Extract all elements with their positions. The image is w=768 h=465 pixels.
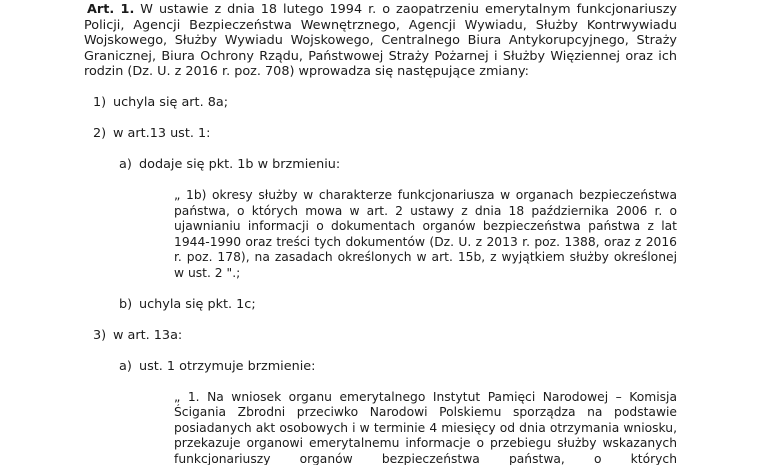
- list-marker: 1): [93, 95, 107, 110]
- quote-text: „ 1b) okresy służby w charakterze funkcjonariusza w organach bezpieczeństwa państwa, o których mowa w art. 2 ustawy z dnia 18 października 2006 r. o ujawnianiu informacji o dokumentach organów bezpieczeństwa państwa z lat 1944-1990 oraz treści tych dokumentów (Dz. U. z 2013 r. poz. 1388, oraz z 2016 r. poz. 178), na zasadach określonych w art. 15b, z wyjątkiem służby określonej w ust. 2 ".;: [174, 188, 677, 280]
- list-item-1: [93, 95, 677, 111]
- list-marker: b): [119, 296, 133, 312]
- list-item-3a: [119, 359, 677, 375]
- quote-text: „ 1. Na wniosek organu emerytalnego Instytut Pamięci Narodowej – Komisja Ścigania Zbrodni przeciwko Narodowi Polskiemu sporządza na podstawie posiadanych akt osobowych i w terminie 4 miesięcy od dnia otrzymania wniosku, przekazuje organowi emerytalnemu informacje o przebiegu służby wskazanych funkcjonariuszy organów bezpieczeństwa państwa, o których: [174, 389, 677, 465]
- list-item-2b: [119, 297, 677, 313]
- list-marker: a): [119, 157, 132, 172]
- list-item-text: dodaje się pkt. 1b w brzmieniu:: [139, 157, 341, 172]
- intro-text: W ustawie z dnia 18 lutego 1994 r. o zaopatrzeniu emerytalnym funkcjonariuszy Policji, Agencji Bezpieczeństwa Wewnętrznego, Agencji Wywiadu, Służby Kontrwywiadu Wojskowego, Służby Wywiadu Wojskowego, Centralnego Biura Antykorupcyjnego, Straży Granicznej, Biura Ochrony Rządu, Państwowej Straży Pożarnej i Służby Więziennej oraz ich rodzin (Dz. U. z 2016 r. poz. 708) wprowadza się następujące zmiany:: [84, 2, 677, 79]
- list-marker: a): [119, 358, 132, 374]
- article-label: Art. 1.: [87, 2, 135, 17]
- quote-block-1: [174, 188, 677, 281]
- list-item-text: uchyla się art. 8a;: [113, 95, 229, 110]
- list-item-3: [93, 328, 677, 344]
- list-item-2a: [119, 157, 677, 173]
- list-item-text: ust. 1 otrzymuje brzmienie:: [139, 358, 316, 374]
- quote-block-2: [174, 390, 677, 465]
- list-item-2: [93, 126, 677, 142]
- list-marker: 2): [93, 126, 107, 141]
- list-item-text: uchyla się pkt. 1c;: [139, 296, 256, 312]
- intro-paragraph: [84, 2, 677, 80]
- list-item-text: w art. 13a:: [113, 327, 183, 343]
- list-marker: 3): [93, 327, 107, 343]
- list-item-text: w art.13 ust. 1:: [113, 126, 211, 141]
